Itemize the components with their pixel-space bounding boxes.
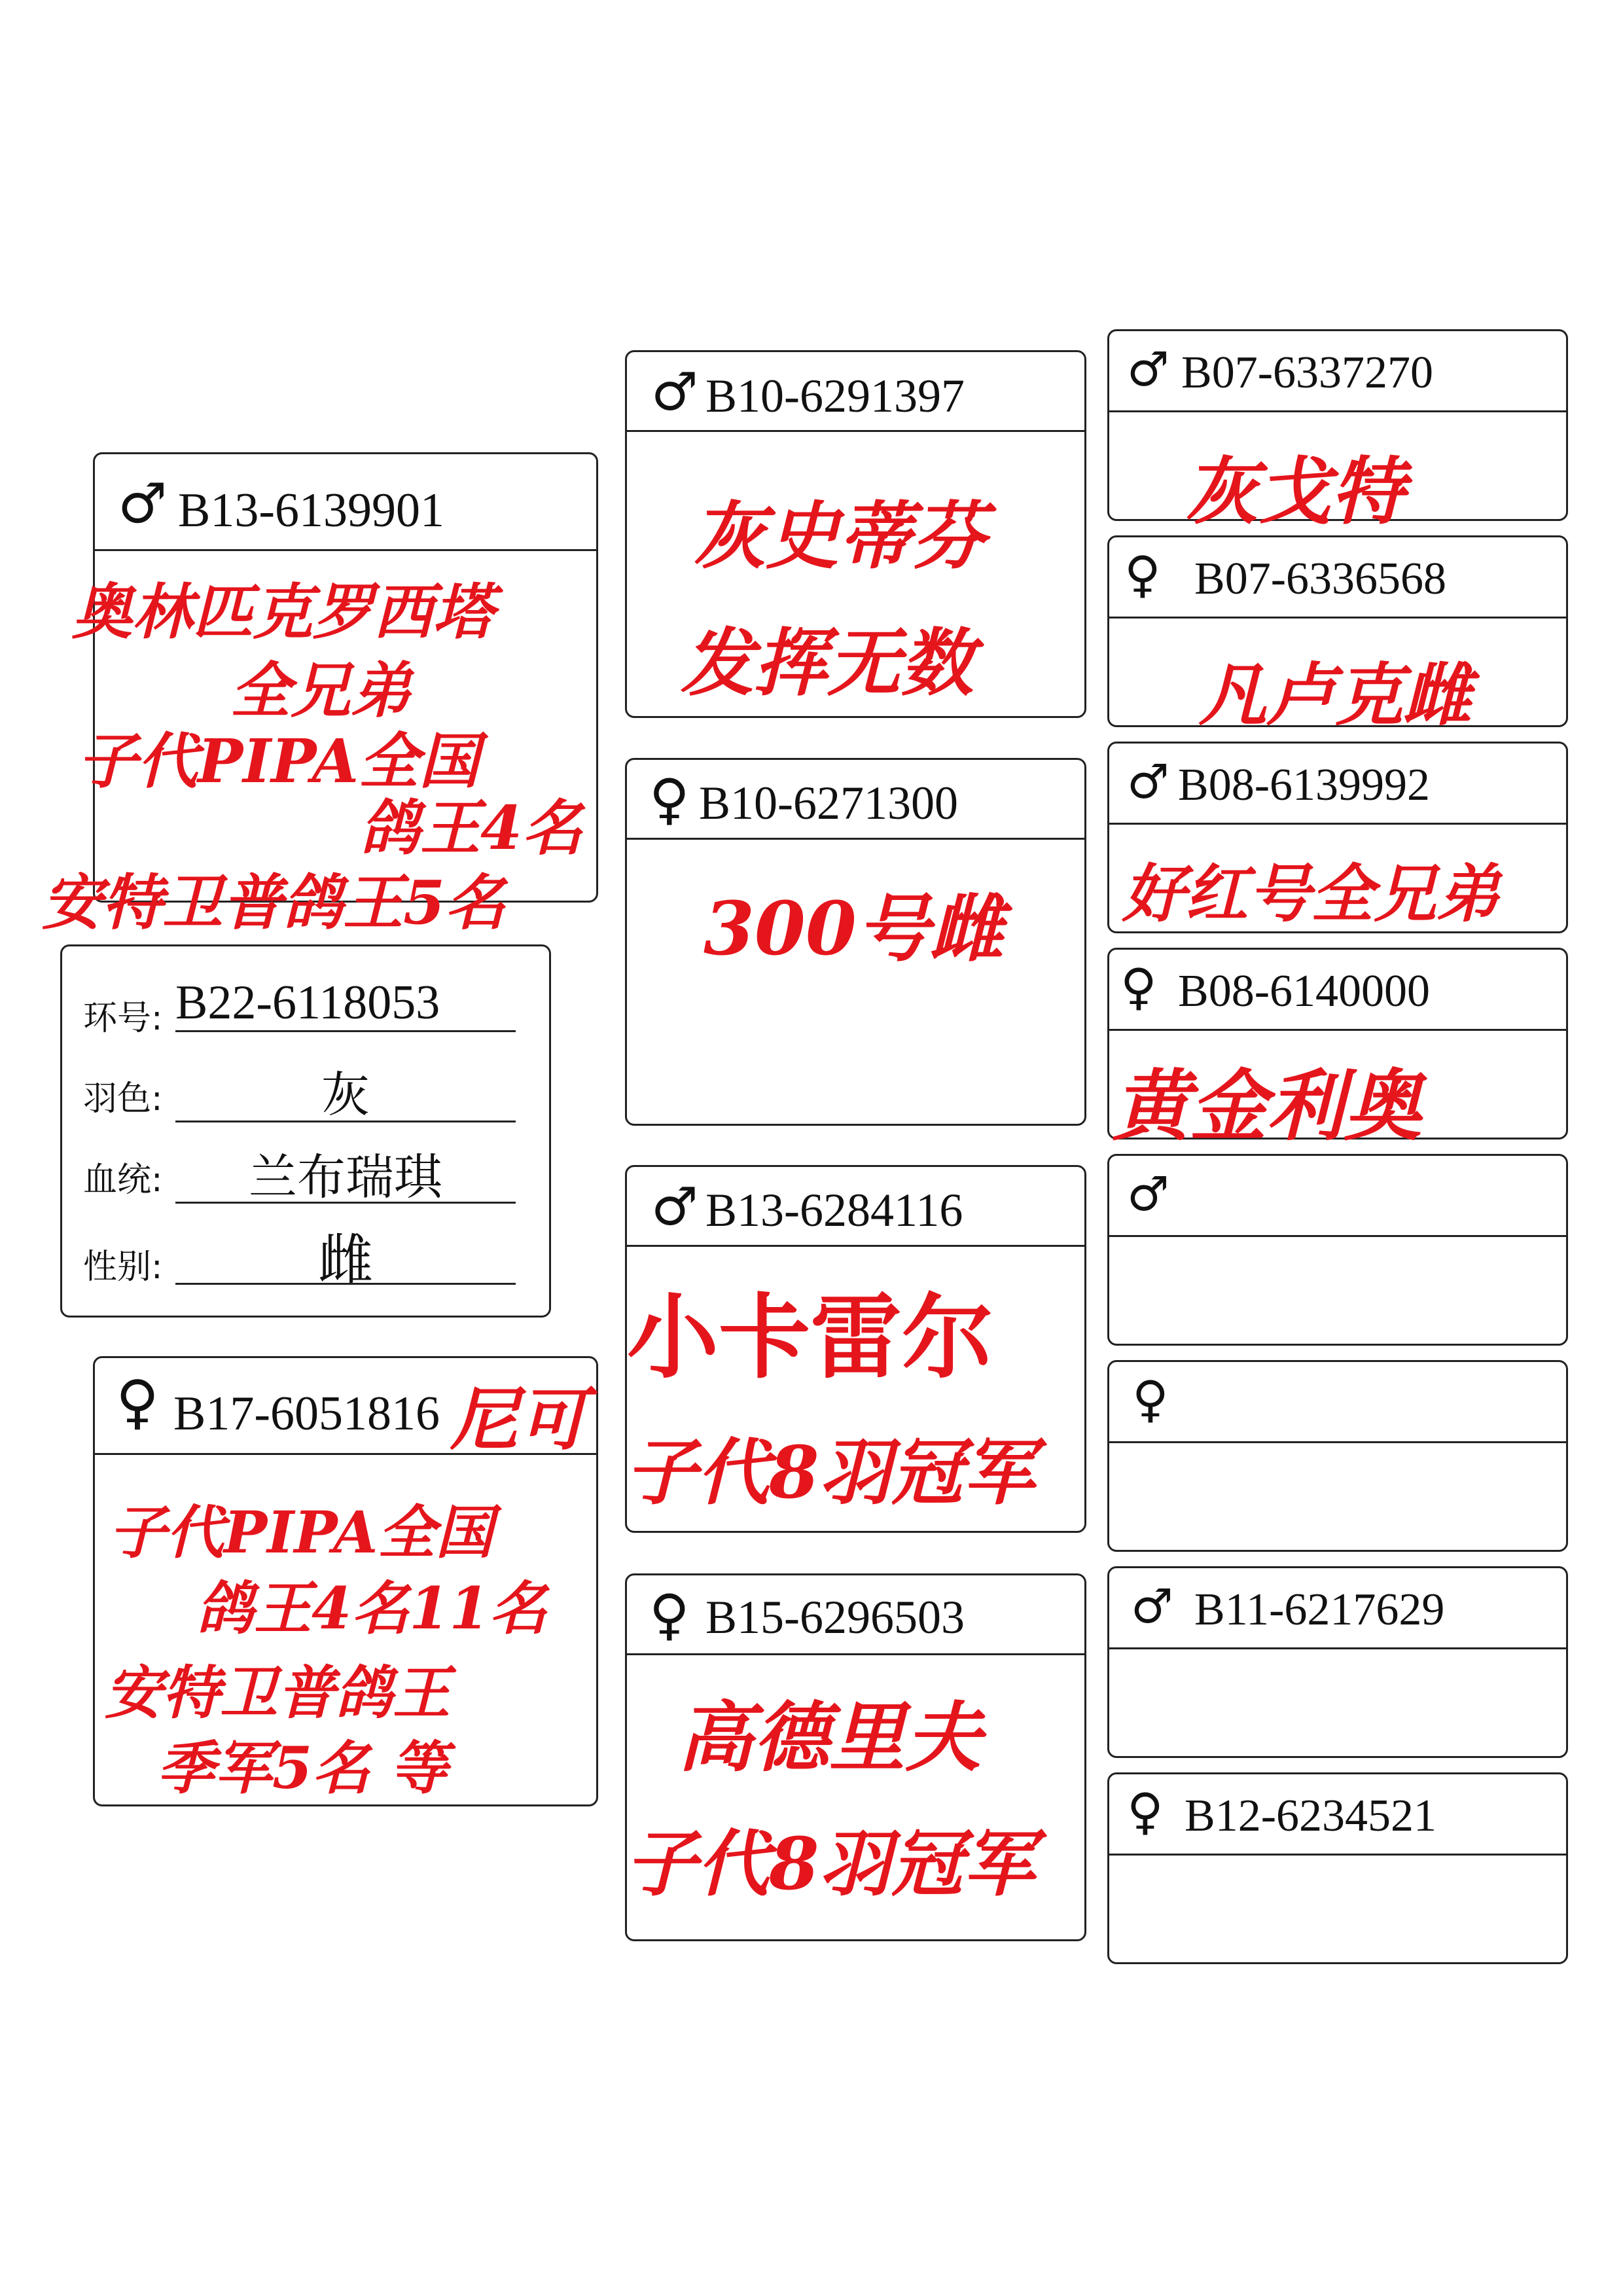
female-symbol-icon: ♀ — [649, 767, 690, 831]
female-symbol-icon: ♀ — [1120, 958, 1157, 1016]
ring-number-line — [175, 1030, 516, 1032]
pedigree-note: 全兄弟 — [230, 655, 412, 726]
pedigree-note: 高德里夫 — [677, 1693, 981, 1782]
pedigree-note: 子代PIPA全国 — [109, 1498, 493, 1566]
pedigree-note: 安特卫普鸽王5名 — [42, 867, 506, 938]
sex-line — [175, 1283, 516, 1285]
pedigree-note: 安特卫普鸽王 — [105, 1659, 451, 1727]
male-symbol-icon: ♂ — [1127, 342, 1169, 397]
pedigree-note: 300号雌 — [704, 886, 1003, 972]
female-symbol-icon: ♀ — [1132, 1370, 1169, 1428]
pedigree-note: 子代8羽冠军 — [625, 1821, 1035, 1906]
pedigree-note: 凡卢克雌 — [1199, 655, 1472, 735]
ring-number: B08-6140000 — [1178, 966, 1430, 1016]
ring-number: B15-6296503 — [705, 1591, 965, 1643]
ring-number: B07-6336568 — [1194, 554, 1446, 604]
ring-number: B13-6284116 — [705, 1184, 963, 1236]
pedigree-note: 子代PIPA全国 — [77, 726, 480, 797]
pedigree-card-sire-empty — [1107, 1154, 1568, 1346]
bloodline-line — [175, 1202, 516, 1204]
pedigree-note: 子代8羽冠军 — [625, 1430, 1035, 1515]
ring-number: B08-6139992 — [1178, 760, 1430, 810]
pedigree-note: 灰戈特 — [1185, 449, 1404, 535]
male-symbol-icon: ♂ — [1127, 754, 1169, 809]
sex-value: 雌 — [317, 1228, 373, 1292]
pedigree-note: 发挥无数 — [681, 620, 974, 706]
ring-number: B10-6271300 — [699, 777, 958, 829]
pedigree-note: 鸽王4名 — [360, 793, 583, 863]
bloodline-value: 兰布瑞琪 — [249, 1149, 442, 1206]
ring-number-label: 环号: — [83, 999, 163, 1038]
female-symbol-icon: ♀ — [116, 1368, 159, 1437]
pedigree-note: 季军5名 等 — [157, 1734, 448, 1802]
male-symbol-icon: ♂ — [651, 361, 698, 422]
ring-number: B07-6337270 — [1181, 348, 1433, 398]
pedigree-card-dam-empty — [1107, 1360, 1568, 1552]
pedigree-note: 奥林匹克罗西塔 — [72, 577, 494, 647]
male-symbol-icon: ♂ — [1127, 1166, 1169, 1221]
ring-number: B13-6139901 — [178, 484, 444, 537]
ring-number: B12-6234521 — [1185, 1791, 1436, 1841]
ring-number: B10-6291397 — [705, 370, 965, 422]
male-symbol-icon: ♂ — [1131, 1579, 1173, 1634]
pedigree-note: 鸽王4名11名 — [196, 1574, 547, 1642]
female-symbol-icon: ♀ — [649, 1583, 690, 1647]
male-symbol-icon: ♂ — [651, 1176, 698, 1237]
sex-label: 性别: — [83, 1247, 163, 1287]
pedigree-note: 尼可 — [450, 1379, 587, 1460]
female-symbol-icon: ♀ — [1124, 545, 1161, 603]
pedigree-note: 黄金利奥 — [1113, 1060, 1422, 1151]
pedigree-note: 灰史蒂芬 — [692, 493, 986, 579]
ring-number: B17-6051816 — [173, 1387, 440, 1441]
male-symbol-icon: ♂ — [118, 471, 168, 535]
card-header — [1109, 1362, 1566, 1443]
ring-number-value: B22-6118053 — [175, 976, 440, 1030]
pedigree-note: 好红号全兄弟 — [1122, 857, 1499, 931]
feather-color-line — [175, 1121, 516, 1122]
female-symbol-icon: ♀ — [1127, 1782, 1164, 1840]
ring-number: B11-6217629 — [1194, 1585, 1445, 1635]
feather-color-label: 羽色: — [83, 1079, 163, 1119]
bloodline-label: 血统: — [83, 1160, 163, 1200]
card-header — [1109, 1156, 1566, 1237]
feather-color-value: 灰 — [321, 1067, 370, 1123]
pedigree-note: 小卡雷尔 — [627, 1284, 994, 1391]
